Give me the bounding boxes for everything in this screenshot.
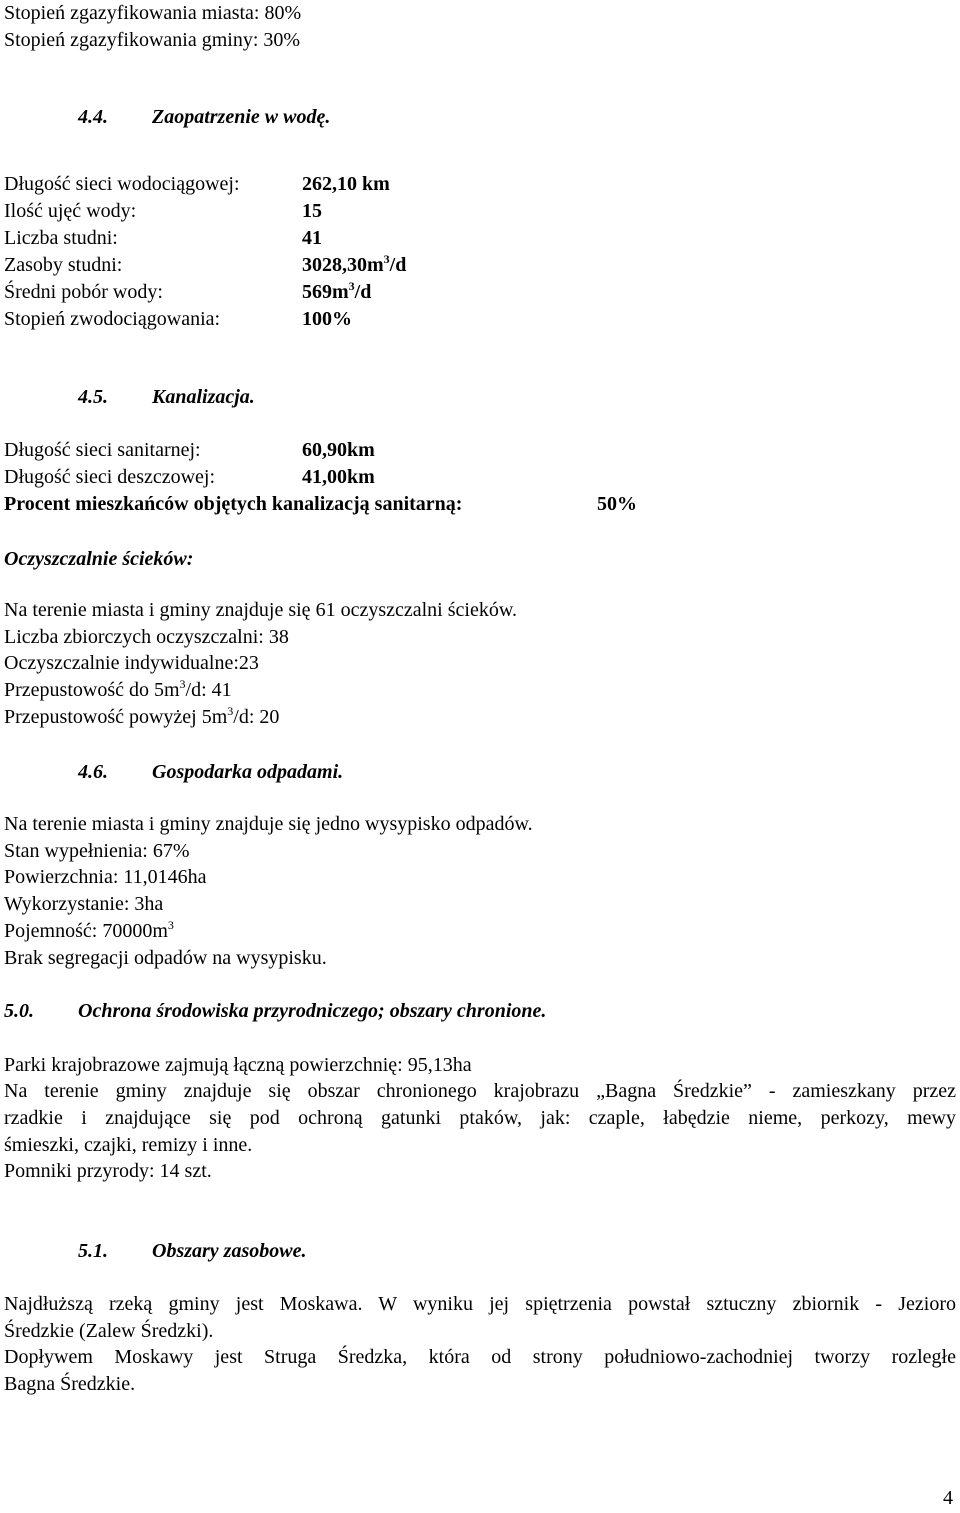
paragraph-line: Średzkie (Zalew Średzki). — [4, 1320, 214, 1342]
gazyfikacja-gmina: Stopień zgazyfikowania gminy: 30% — [4, 29, 301, 51]
text-line: Pomniki przyrody: 14 szt. — [4, 1160, 212, 1182]
paragraph-line: Na terenie gminy znajduje się obszar chronionego krajobrazu „Bagna Średzkie” - zamieszkany przez — [4, 1080, 956, 1102]
procent-label: Procent mieszkańców objętych kanalizacją sanitarną: — [4, 493, 463, 515]
row-value: $569m^3/d$ — [302, 279, 372, 303]
text-line: Oczyszczalnie indywidualne:23 — [4, 652, 259, 674]
text-line: Pojemność: $70000m^3$ — [4, 918, 174, 942]
text-line: Stan wypełnienia: 67% — [4, 840, 190, 862]
row-label: Długość sieci wodociągowej: — [4, 173, 240, 195]
text-line: Powierzchnia: 11,0146ha — [4, 866, 207, 888]
paragraph-line: Dopływem Moskawy jest Struga Średzka, która od strony południowo-zachodniej tworzy rozległe — [4, 1346, 956, 1368]
section-heading-4-4 — [0, 104, 960, 130]
section-number: 4.5. — [78, 386, 108, 408]
row-label: Ilość ujęć wody: — [4, 200, 137, 222]
row-value: 15 — [302, 200, 322, 222]
section-title: Kanalizacja. — [152, 386, 255, 408]
row-label: Liczba studni: — [4, 227, 118, 249]
row-label: Stopień zwodociągowania: — [4, 308, 221, 330]
row-label: Zasoby studni: — [4, 254, 123, 276]
section-title: Gospodarka odpadami. — [152, 761, 344, 783]
section-heading-5-1 — [0, 1238, 960, 1264]
paragraph-line: śmieszki, czajki, remizy i inne. — [4, 1134, 253, 1156]
row-value: 60,90km — [302, 439, 375, 461]
section-number: 5.0. — [4, 1000, 34, 1022]
section-title: Zaopatrzenie w wodę. — [152, 106, 331, 128]
text-line: Na terenie miasta i gminy znajduje się 61 oczyszczalni ścieków. — [4, 599, 517, 621]
row-label: Długość sieci deszczowej: — [4, 466, 216, 488]
paragraph-line: Najdłuższą rzeką gminy jest Moskawa. W wyniku jej spiętrzenia powstał sztuczny zbiornik - Jezioro — [4, 1293, 956, 1315]
section-number: 5.1. — [78, 1240, 108, 1262]
section-number: 4.6. — [78, 761, 108, 783]
section-heading-4-5 — [0, 384, 960, 410]
text-line: Parki krajobrazowe zajmują łączną powierzchnię: 95,13ha — [4, 1054, 472, 1076]
text-line: Wykorzystanie: 3ha — [4, 893, 164, 915]
row-label: Średni pobór wody: — [4, 281, 163, 303]
text-line: Brak segregacji odpadów na wysypisku. — [4, 947, 327, 969]
paragraph-line: Bagna Średzkie. — [4, 1373, 136, 1395]
section-heading-4-6 — [0, 759, 960, 785]
section-heading-5-0 — [0, 998, 960, 1024]
row-value: $3028,30m^3/d$ — [302, 252, 407, 276]
text-line: Przepustowość powyżej $5m^3/d$: 20 — [4, 704, 280, 728]
row-label: Długość sieci sanitarnej: — [4, 439, 201, 461]
gazyfikacja-miasto: Stopień zgazyfikowania miasta: 80% — [4, 2, 302, 24]
row-value: 100% — [302, 308, 352, 330]
text-line: Na terenie miasta i gminy znajduje się jedno wysypisko odpadów. — [4, 813, 533, 835]
paragraph-line: rzadkie i znajdujące się pod ochroną gatunki ptaków, jak: czaple, łabędzie nieme, perkozy, mewy — [4, 1107, 956, 1129]
row-value: 41 — [302, 227, 322, 249]
text-line: Przepustowość do $5m^3/d$: 41 — [4, 677, 232, 701]
text-line: Liczba zbiorczych oczyszczalni: 38 — [4, 626, 289, 648]
section-number: 4.4. — [78, 106, 108, 128]
row-value: 262,10 km — [302, 173, 390, 195]
procent-value: 50% — [597, 493, 637, 515]
section-title: Obszary zasobowe. — [152, 1240, 307, 1262]
oczyszczalnie-heading: Oczyszczalnie ścieków: — [4, 548, 194, 570]
row-value: 41,00km — [302, 466, 375, 488]
page-number: 4 — [943, 1487, 953, 1509]
section-title: Ochrona środowiska przyrodniczego; obszary chronione. — [78, 1000, 547, 1022]
